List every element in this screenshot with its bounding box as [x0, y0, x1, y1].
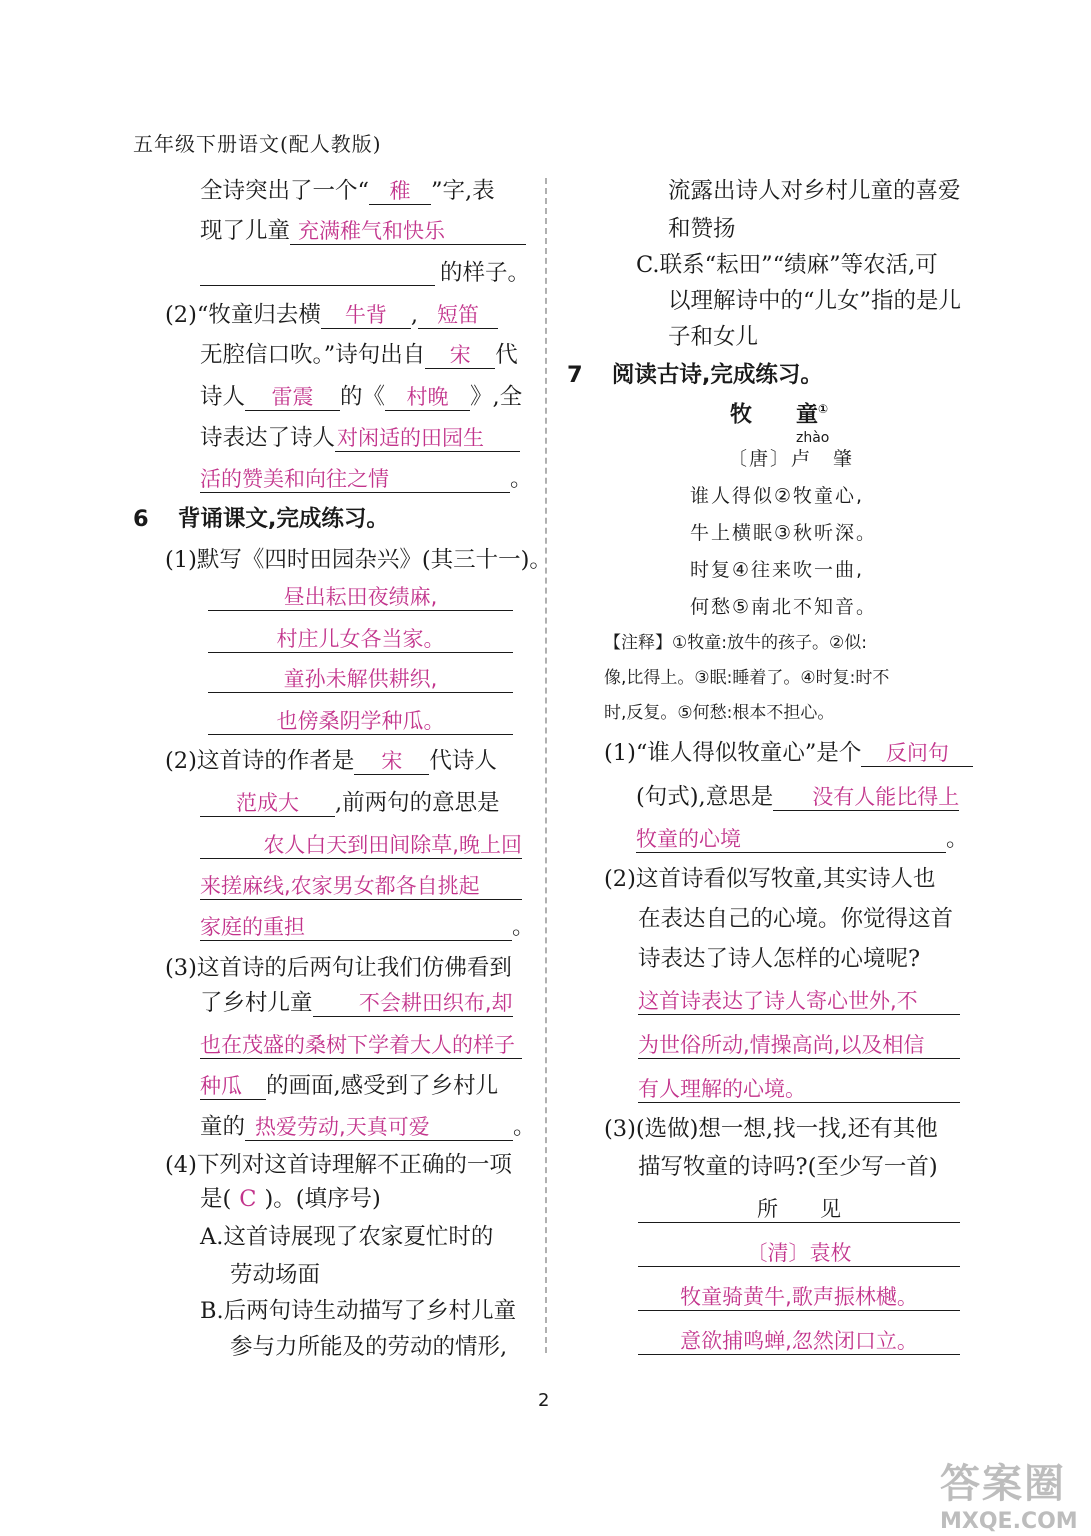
question-title: 阅读古诗,完成练习。	[611, 362, 823, 388]
q6-3-line2	[200, 990, 513, 1017]
q6-3-line4	[200, 1073, 498, 1100]
note-line: 时,反复。⑤何愁:根本不担心。	[604, 703, 835, 723]
answer-blank[interactable]: 热爱劳动,天真可爱	[245, 1114, 513, 1141]
q6-4-line1: (4)下列对这首诗理解不正确的一项	[165, 1152, 512, 1178]
text: 。	[512, 914, 535, 940]
text: ,前两句的意思是	[335, 790, 500, 816]
text: 全诗突出了一个“	[200, 178, 370, 204]
footnote-mark: ①	[818, 402, 829, 416]
q5-2-line1	[165, 302, 498, 329]
answer-line[interactable]: 为世俗所动,情操高尚,以及相信	[638, 1032, 960, 1059]
answer-blank[interactable]: 活的赞美和向往之情	[200, 466, 510, 493]
q7-1-line1	[604, 740, 973, 767]
poem-title-text: 牧 童	[730, 402, 819, 428]
option-a-line2: 劳动场面	[230, 1262, 321, 1288]
answer-blank[interactable]: 牛背	[321, 302, 411, 329]
answer-blank[interactable]: 家庭的重担	[200, 914, 512, 941]
answer-blank[interactable]: 对闲适的田园生	[335, 425, 520, 452]
answer-line[interactable]	[200, 284, 435, 286]
poem-answer-line[interactable]: 也傍桑阴学种瓜。	[208, 708, 513, 735]
answer-line[interactable]: 牧童骑黄牛,歌声振林樾。	[638, 1284, 960, 1311]
answer-line[interactable]: 有人理解的心境。	[638, 1076, 960, 1103]
answer-blank[interactable]: 不会耕田织布,却	[313, 990, 513, 1017]
q5-2-line4	[200, 425, 520, 452]
answer-blank[interactable]: 牧童的心境	[636, 826, 946, 853]
text: )。(填序号)	[264, 1186, 381, 1212]
answer-blank[interactable]: 稚	[369, 178, 431, 205]
answer-line[interactable]: 也在茂盛的桑树下学着大人的样子	[200, 1032, 522, 1059]
text: 。	[946, 826, 969, 852]
question-title: 背诵课文,完成练习。	[177, 506, 389, 532]
q5-line2	[200, 218, 526, 245]
answer-blank[interactable]: 反问句	[861, 740, 973, 767]
q7-2-line2: 在表达自己的心境。你觉得这首	[638, 906, 954, 932]
note-line: 像,比得上。③眠:睡着了。④时复:时不	[604, 668, 890, 688]
text: (句式),意思是	[636, 784, 774, 810]
q7-3-line2: 描写牧童的诗吗?(至少写一首)	[638, 1154, 938, 1180]
poem-author: 〔唐〕卢 肇	[728, 448, 855, 470]
text: 是(	[200, 1186, 232, 1212]
option-b-line4: 和赞扬	[668, 216, 736, 242]
answer-line[interactable]: 这首诗表达了诗人寄心世外,不	[638, 988, 960, 1015]
answer-blank[interactable]: 宋	[425, 342, 495, 369]
q7-2-line1: (2)这首诗看似写牧童,其实诗人也	[604, 866, 936, 892]
option-c-line1: C.联系“耘田”“绩麻”等农活,可	[636, 252, 938, 278]
q5-2-line3	[200, 384, 522, 411]
q6-2-line5	[200, 914, 535, 941]
poem-line: 时复④往来吹一曲,	[690, 559, 865, 581]
poem-answer-line[interactable]: 昼出耘田夜绩麻,	[208, 584, 513, 611]
text: (2)“牧童归去横	[165, 302, 321, 328]
text: 诗人	[200, 384, 246, 410]
text: 的《	[340, 384, 386, 410]
answer-line[interactable]: 所 见	[638, 1196, 960, 1223]
page-number: 2	[538, 1390, 550, 1411]
text: 代	[495, 342, 518, 368]
question-number: 6	[133, 506, 149, 532]
poem-line: 牛上横眠③秋听深。	[690, 522, 878, 544]
poem-line: 谁人得似②牧童心,	[690, 485, 865, 507]
text: ”字,表	[431, 178, 495, 204]
q5-2-line5	[200, 466, 533, 493]
q5-2-line2	[200, 342, 518, 369]
option-b-line1: B.后两句诗生动描写了乡村儿童	[200, 1298, 517, 1324]
poem-answer-line[interactable]: 童孙未解供耕织,	[208, 666, 513, 693]
answer-blank[interactable]: 宋	[354, 748, 429, 775]
question-number: 7	[567, 362, 583, 388]
text: 》,全	[470, 384, 523, 410]
q6-2-line1	[165, 748, 497, 775]
q5-line1	[200, 178, 495, 205]
q7-1-line3	[636, 826, 969, 853]
text: 。	[510, 466, 533, 492]
text: 。	[513, 1114, 536, 1140]
q7-3-line1: (3)(选做)想一想,找一找,还有其他	[604, 1116, 938, 1142]
text: 代诗人	[429, 748, 497, 774]
q7-heading	[567, 362, 823, 389]
text: 现了儿童	[200, 218, 291, 244]
answer-blank[interactable]: 短笛	[418, 302, 498, 329]
q6-3-line5	[200, 1114, 536, 1141]
poem-answer-line[interactable]: 村庄儿女各当家。	[208, 626, 513, 653]
text: ,	[410, 302, 419, 328]
q6-heading	[133, 506, 389, 533]
q6-2-line2	[200, 790, 500, 817]
answer-blank[interactable]: 雷震	[245, 384, 340, 411]
q6-3-line1: (3)这首诗的后两句让我们仿佛看到	[165, 955, 512, 981]
answer-blank[interactable]: 种瓜	[200, 1073, 266, 1100]
option-b-line2: 参与力所能及的劳动的情形,	[230, 1334, 508, 1360]
text: 了乡村儿童	[200, 990, 313, 1016]
choice-answer[interactable]: C	[239, 1186, 257, 1212]
q5-line3: 的样子。	[440, 260, 531, 286]
answer-blank[interactable]: 范成大	[200, 790, 335, 817]
poem-line: 何愁⑤南北不知音。	[690, 596, 878, 618]
watermark	[940, 1452, 1078, 1534]
page-header: 五年级下册语文(配人教版)	[133, 132, 382, 156]
answer-line[interactable]: 农人白天到田间除草,晚上回	[200, 832, 522, 859]
text: 诗表达了诗人	[200, 425, 336, 451]
answer-line[interactable]: 〔清〕袁枚	[638, 1240, 960, 1267]
q7-1-line2	[636, 784, 959, 811]
q6-1-prompt: (1)默写《四时田园杂兴》(其三十一)。	[165, 547, 552, 573]
column-divider	[545, 178, 547, 1353]
q7-2-line3: 诗表达了诗人怎样的心境呢?	[638, 946, 921, 972]
answer-blank[interactable]: 村晚	[385, 384, 470, 411]
text: (1)“谁人得似牧童心”是个	[604, 740, 862, 766]
answer-line[interactable]: 意欲捕鸣蝉,忽然闭口立。	[638, 1328, 960, 1355]
answer-line[interactable]: 来搓麻线,农家男女都各自挑起	[200, 873, 522, 900]
text: 童的	[200, 1114, 246, 1140]
watermark-logo-text: 答案圈	[940, 1461, 1066, 1507]
poem-title	[730, 402, 828, 429]
text: 的画面,感受到了乡村儿	[266, 1073, 499, 1099]
pinyin-annotation: zhào	[796, 430, 830, 446]
q6-4-line2	[200, 1186, 381, 1213]
option-c-line2: 以理解诗中的“儿女”指的是儿	[668, 288, 962, 314]
option-b-line3: 流露出诗人对乡村儿童的喜爱	[668, 178, 961, 204]
option-a-line1: A.这首诗展现了农家夏忙时的	[200, 1224, 494, 1250]
option-c-line3: 子和女儿	[668, 324, 759, 350]
note-line: 【注释】①牧童:放牛的孩子。②似:	[604, 633, 867, 653]
answer-blank[interactable]: 没有人能比得上	[773, 784, 959, 811]
text: (2)这首诗的作者是	[165, 748, 355, 774]
answer-blank[interactable]: 充满稚气和快乐	[290, 218, 526, 245]
text: 无腔信口吹。”诗句出自	[200, 342, 426, 368]
watermark-domain: MXQE.COM	[940, 1509, 1078, 1534]
